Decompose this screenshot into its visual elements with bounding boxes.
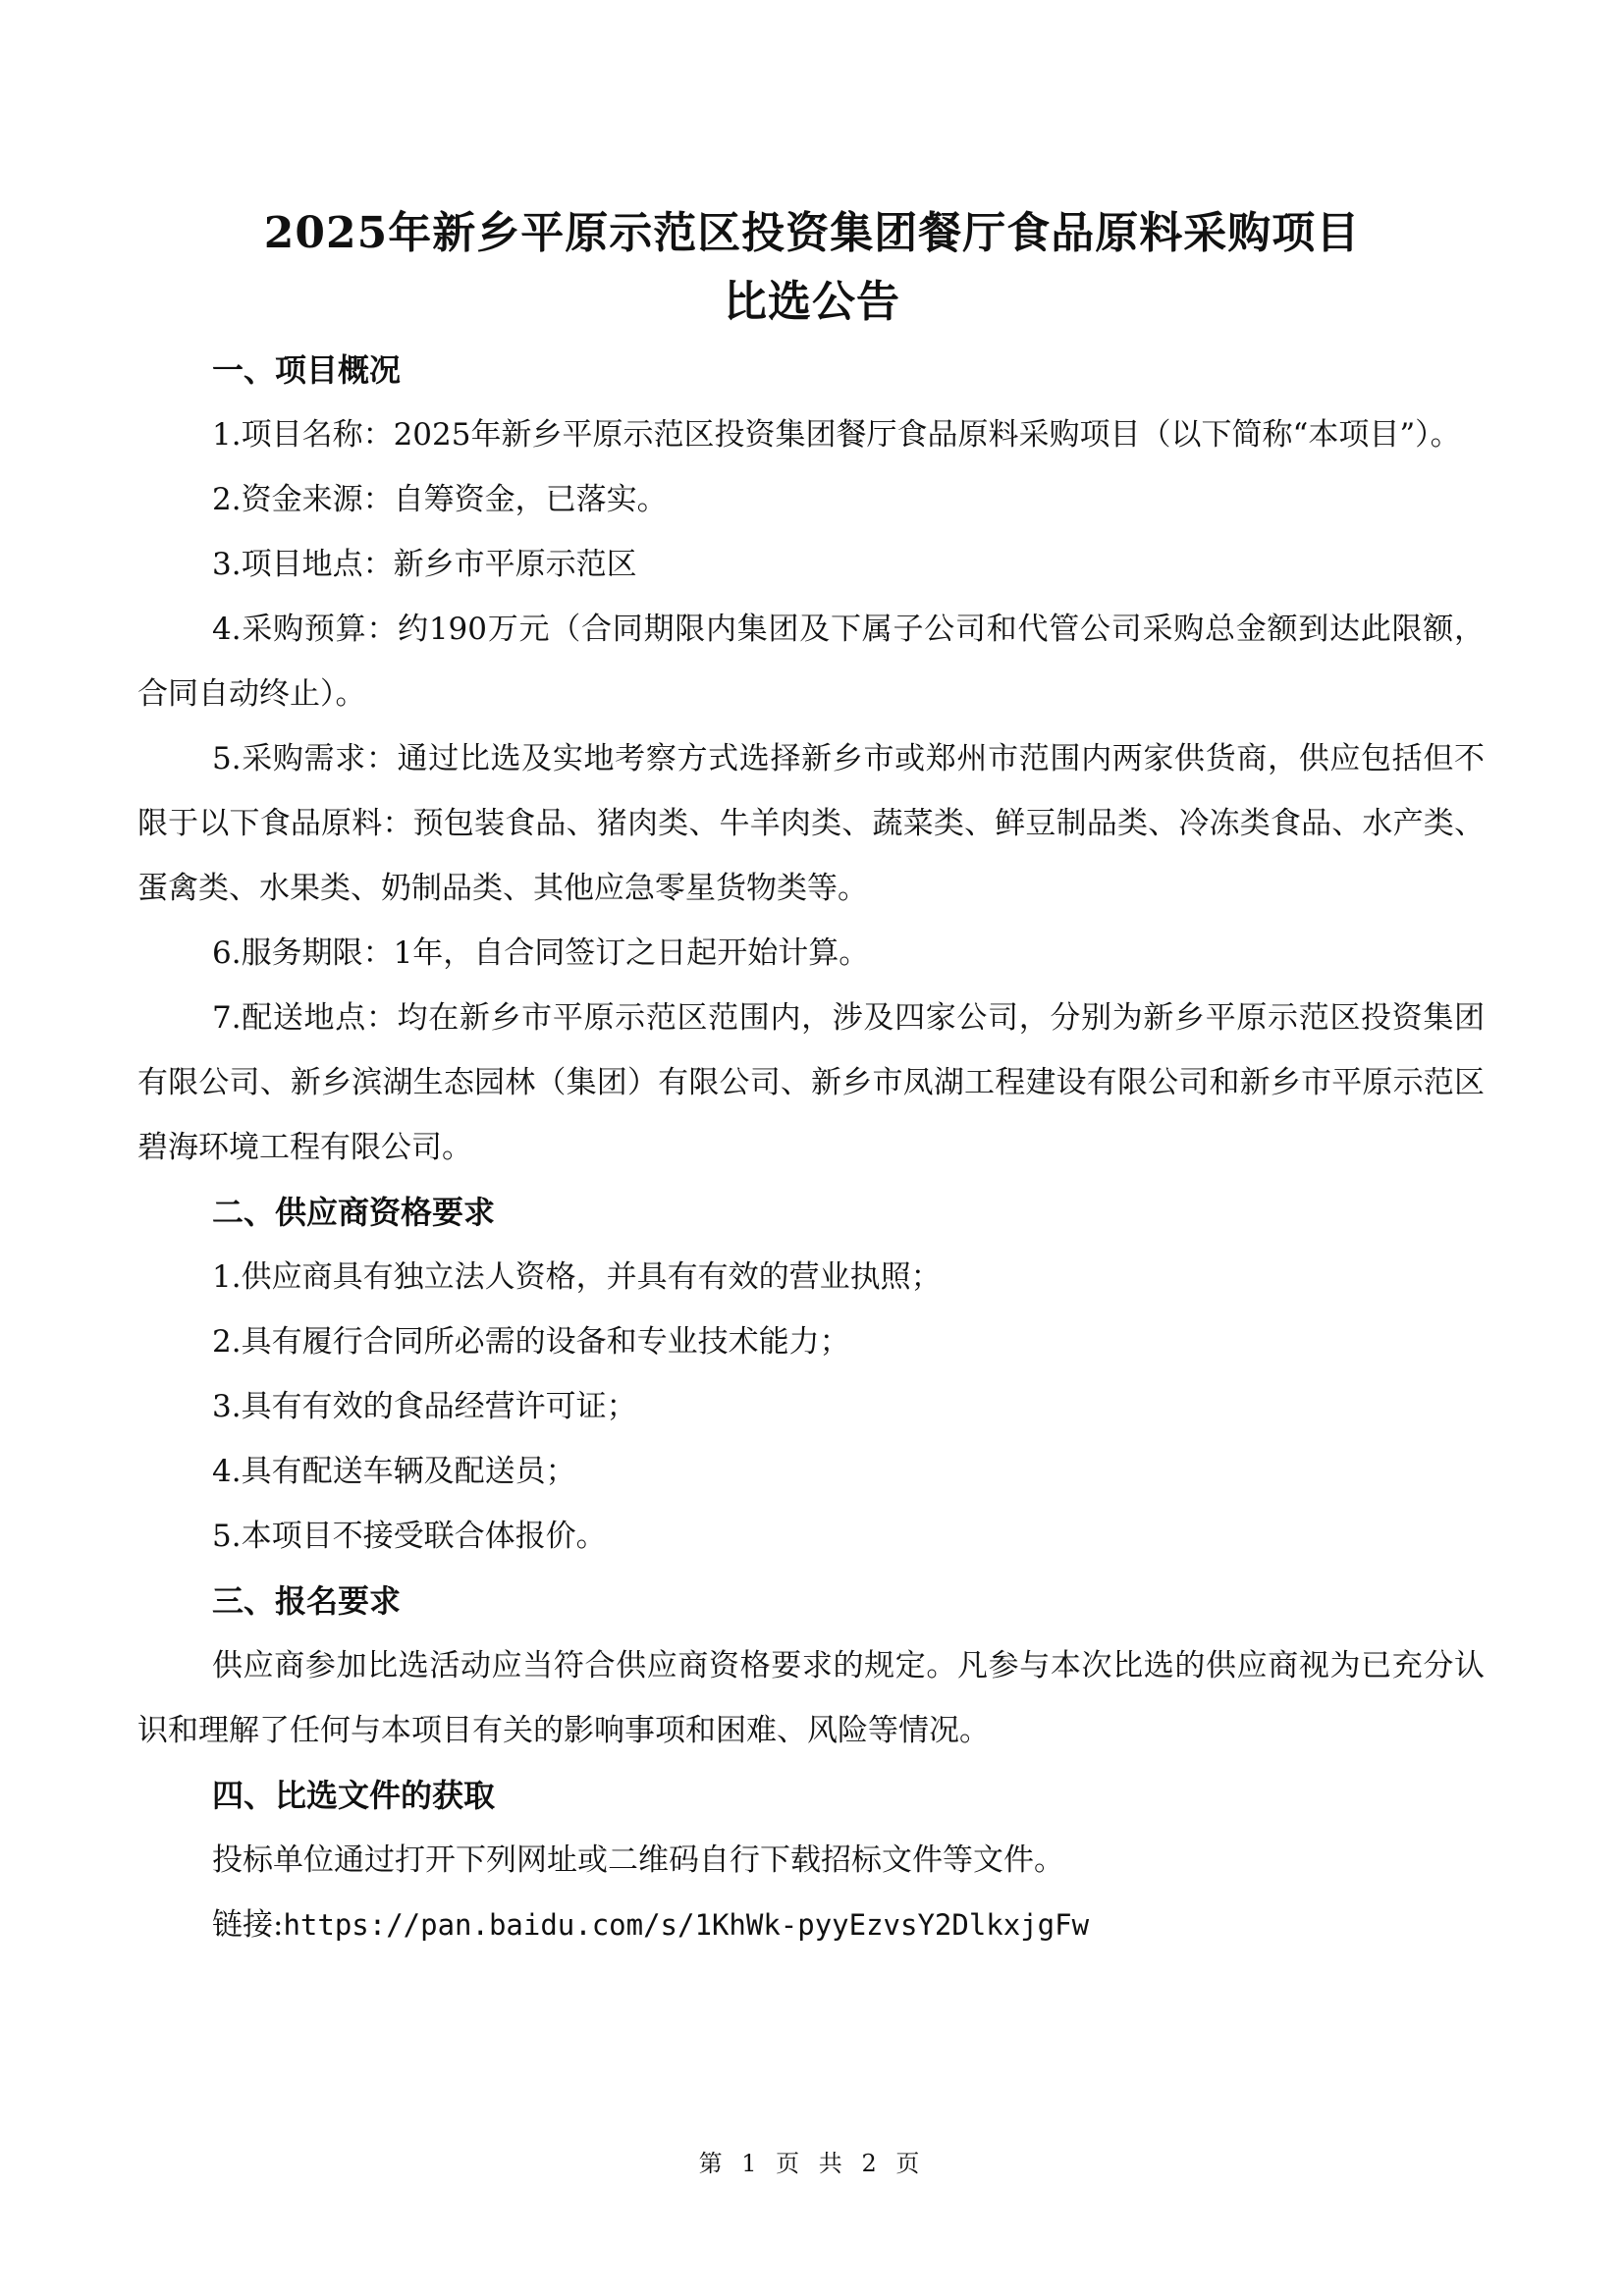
- download-link[interactable]: https://pan.baidu.com/s/1KhWk-pyyEzvsY2DlkxjgFw: [283, 1908, 1090, 1942]
- qualification-item-license: 1.供应商具有独立法人资格，并具有有效的营业执照；: [212, 1259, 942, 1295]
- overview-item-delivery-location: 7.配送地点：均在新乡市平原示范区范围内，涉及四家公司，分别为新乡平原示范区投资集团有限公司、新乡滨湖生态园林（集团）有限公司、新乡市凤湖工程建设有限公司和新乡市平原示范区碧海环境工程有限公司。: [137, 1000, 1485, 1165]
- overview-item-service-period: 6.服务期限：1年，自合同签订之日起开始计算。: [212, 935, 870, 971]
- documents-link-line: [137, 1893, 1485, 1957]
- overview-item-funding: 2.资金来源：自筹资金，已落实。: [212, 482, 668, 517]
- page-number-footer: 第 1 页 共 2 页: [698, 2150, 926, 2177]
- qualification-item-food-permit: 3.具有有效的食品经营许可证；: [212, 1389, 637, 1424]
- qualification-item-no-consortium: 5.本项目不接受联合体报价。: [212, 1519, 607, 1554]
- registration-text: 供应商参加比选活动应当符合供应商资格要求的规定。凡参与本次比选的供应商视为已充分认识和理解了任何与本项目有关的影响事项和困难、风险等情况。: [137, 1648, 1485, 1748]
- overview-item-budget: 4.采购预算：约190万元（合同期限内集团及下属子公司和代管公司采购总金额到达此限额，合同自动终止）。: [137, 612, 1485, 712]
- overview-item-project-name: 1.项目名称：2025年新乡平原示范区投资集团餐厅食品原料采购项目（以下简称“本项目”）。: [212, 417, 1461, 453]
- section-heading-overview: 一、项目概况: [212, 351, 402, 389]
- section-heading-documents: 四、比选文件的获取: [212, 1777, 496, 1814]
- overview-item-location: 3.项目地点：新乡市平原示范区: [212, 547, 637, 582]
- overview-item-requirements: 5.采购需求：通过比选及实地考察方式选择新乡市或郑州市范围内两家供货商，供应包括但不限于以下食品原料：预包装食品、猪肉类、牛羊肉类、蔬菜类、鲜豆制品类、冷冻类食品、水产类、蛋禽类、水果类、奶制品类、其他应急零星货物类等。: [137, 741, 1485, 906]
- qualification-item-capability: 2.具有履行合同所必需的设备和专业技术能力；: [212, 1324, 850, 1360]
- link-label: 链接:: [212, 1907, 284, 1943]
- qualification-item-delivery: 4.具有配送车辆及配送员；: [212, 1454, 576, 1489]
- document-body: [137, 338, 1485, 1957]
- section-heading-registration: 三、报名要求: [212, 1582, 402, 1620]
- section-heading-qualifications: 二、供应商资格要求: [212, 1194, 496, 1231]
- document-subtitle: 比选公告: [724, 277, 900, 327]
- document-title: 2025年新乡平原示范区投资集团餐厅食品原料采购项目: [263, 208, 1361, 258]
- documents-text: 投标单位通过打开下列网址或二维码自行下载招标文件等文件。: [212, 1842, 1064, 1878]
